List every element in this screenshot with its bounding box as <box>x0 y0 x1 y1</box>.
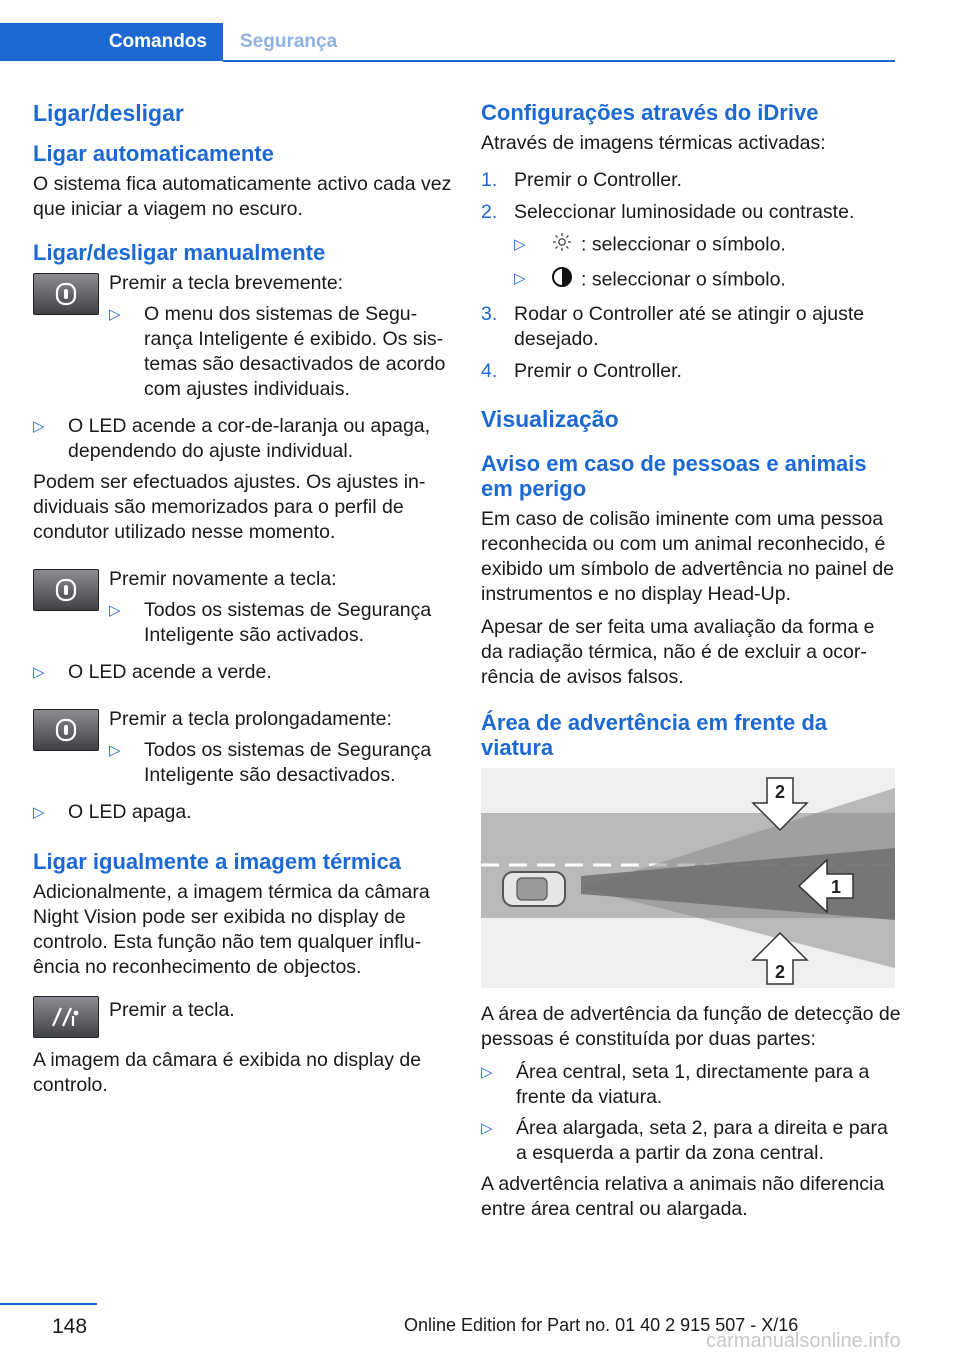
triangle-bullet-icon: ▷ <box>481 1064 493 1081</box>
watermark: carmanualsonline.info <box>706 1330 901 1352</box>
heading-visualizacao: Visualização <box>481 406 619 432</box>
triangle-bullet-icon: ▷ <box>33 418 45 435</box>
key-block-4 <box>33 994 453 1038</box>
page-number: 148 <box>52 1315 88 1338</box>
heading-manual: Ligar/desligar manualmente <box>33 240 326 265</box>
footer-rule <box>0 1303 97 1305</box>
key1-text: Premir a tecla brevemente: <box>109 272 344 294</box>
paragraph-camara: A imagem da câmara é exibida no display de controlo. <box>33 1049 422 1096</box>
triangle-bullet-icon: ▷ <box>33 664 45 681</box>
key-block-1 <box>33 271 453 408</box>
list-item: 4. Premir o Controller. <box>481 360 682 382</box>
paragraph-aviso-2: Apesar de ser feita uma avaliação da forma e da radiação térmica, não é de excluir a ocorrência de avisos falsos. <box>481 616 875 688</box>
list-item: ▷ O LED acende a cor-de-laranja ou apaga, dependendo do ajuste individual. <box>33 415 431 462</box>
tab-comandos[interactable]: Comandos <box>0 23 223 61</box>
key2-text: Premir novamente a tecla: <box>109 568 337 590</box>
left-column <box>33 100 453 1106</box>
paragraph-auto: O sistema fica automaticamente activo cada vez que iniciar a viagem no escuro. <box>33 173 452 220</box>
paragraph-termica: Adicionalmente, a imagem térmica da câmara Night Vision pode ser exibida no display de controlo. Esta função não tem qualquer influência no reconhecimento de objectos. <box>33 881 430 978</box>
triangle-bullet-icon: ▷ <box>514 236 526 253</box>
triangle-bullet-icon: ▷ <box>109 306 121 323</box>
list-item: ▷ Todos os sistemas de Segurança Inteligente são desactivados. <box>109 739 432 786</box>
car-icon <box>503 872 565 906</box>
list-item: 2. Seleccionar luminosidade ou contraste. <box>481 201 855 223</box>
paragraph-area: A área de advertência da função de detecção de pessoas é constituída por duas partes: <box>481 1003 901 1050</box>
paragraph-config: Através de imagens térmicas activadas: <box>481 132 826 154</box>
triangle-bullet-icon: ▷ <box>109 602 121 619</box>
key3-text: Premir a tecla prolongadamente: <box>109 708 392 730</box>
list-item: ▷ Todos os sistemas de Segurança Inteligente são activados. <box>109 599 432 646</box>
heading-ligar-desligar: Ligar/desligar <box>33 100 184 126</box>
safety-button-icon <box>33 709 99 751</box>
heading-ligar-auto: Ligar automaticamente <box>33 141 274 166</box>
heading-termica: Ligar igualmente a imagem térmica <box>33 849 402 874</box>
svg-text:1: 1 <box>830 877 842 897</box>
warning-area-diagram <box>481 768 895 988</box>
list-item: ▷ Área alargada, seta 2, para a direita e para a esquerda a partir da zona central. <box>481 1117 888 1164</box>
header-tabs <box>0 0 960 62</box>
right-column <box>481 100 901 1230</box>
paragraph-ajustes: Podem ser efectuados ajustes. Os ajustes individuais são memorizados para o perfil de condutor utilizado nesse momento. <box>33 471 426 543</box>
brightness-icon <box>549 232 575 259</box>
heading-area: Área de advertência em frente da viatura <box>481 710 828 760</box>
heading-aviso: Aviso em caso de pessoas e animais em perigo <box>481 451 867 501</box>
heading-config: Configurações através do iDrive <box>481 100 819 125</box>
key-block-2 <box>33 567 453 654</box>
contrast-icon <box>549 266 575 295</box>
key-block-3 <box>33 707 453 794</box>
list-item: ▷ Área central, seta 1, directamente para a frente da viatura. <box>481 1061 870 1108</box>
paragraph-aviso-1: Em caso de colisão iminente com uma pessoa reconhecida ou com um animal reconhecido, é exibido um símbolo de advertência no painel de instrumentos e no display Head-Up. <box>481 508 895 605</box>
night-vision-button-icon <box>33 996 99 1038</box>
list-item: ▷ : seleccionar o símbolo. <box>514 266 901 295</box>
list-item: ▷ O menu dos sistemas de Segurança Inteligente é exibido. Os sistemas são desactivados de acordo com ajustes individuais. <box>109 303 446 400</box>
triangle-bullet-icon: ▷ <box>481 1120 493 1137</box>
edition-text: Online Edition for Part no. 01 40 2 915 507 - X/16 <box>404 1315 799 1335</box>
list-item: ▷ O LED acende a verde. <box>33 661 272 683</box>
triangle-bullet-icon: ▷ <box>514 270 526 287</box>
list-item: 1. Premir o Controller. <box>481 169 682 191</box>
list-item: ▷ : seleccionar o símbolo. <box>514 232 901 259</box>
svg-text:2: 2 <box>774 962 786 982</box>
list-item: ▷ O LED apaga. <box>33 801 192 823</box>
paragraph-final: A advertência relativa a animais não diferencia entre área central ou alargada. <box>481 1173 885 1220</box>
header-rule <box>223 60 895 62</box>
tab-seguranca[interactable]: Segurança <box>240 31 338 52</box>
safety-button-icon <box>33 273 99 315</box>
svg-text:2: 2 <box>774 782 786 802</box>
key4-text: Premir a tecla. <box>109 999 235 1021</box>
triangle-bullet-icon: ▷ <box>109 742 121 759</box>
safety-button-icon <box>33 569 99 611</box>
list-item: 3. Rodar o Controller até se atingir o ajuste desejado. <box>481 303 865 350</box>
triangle-bullet-icon: ▷ <box>33 804 45 821</box>
